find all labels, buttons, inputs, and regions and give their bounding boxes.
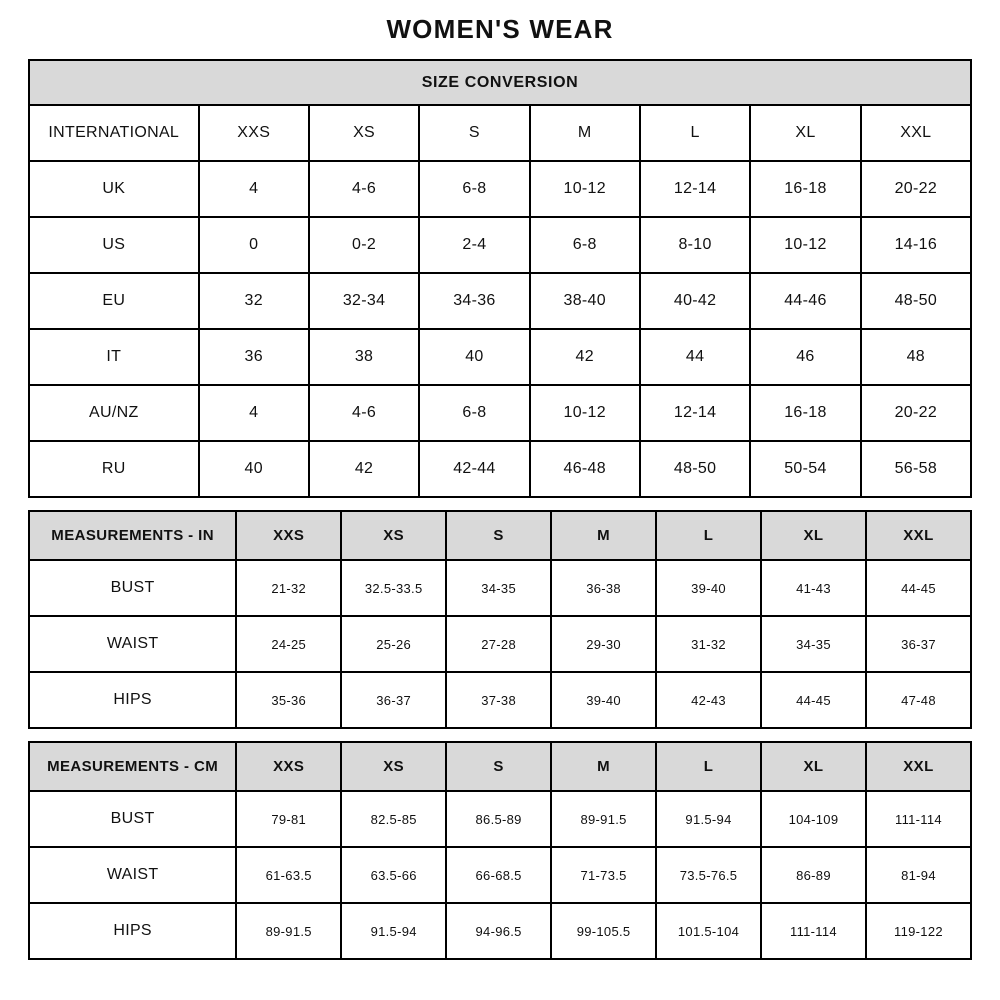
table-row xyxy=(29,903,971,959)
value-cell: 82.5-85 xyxy=(341,791,446,847)
value-cell: 91.5-94 xyxy=(341,903,446,959)
value-cell: 50-54 xyxy=(750,441,860,497)
value-cell: 79-81 xyxy=(236,791,341,847)
value-cell: 20-22 xyxy=(861,385,971,441)
value-cell: 99-105.5 xyxy=(551,903,656,959)
value-cell: 86.5-89 xyxy=(446,791,551,847)
column-header-cell: XL xyxy=(750,105,860,161)
column-header-cell: XXS xyxy=(236,511,341,560)
value-cell: 37-38 xyxy=(446,672,551,728)
value-cell: 38-40 xyxy=(530,273,640,329)
table-title-cell: MEASUREMENTS - IN xyxy=(29,511,236,560)
value-cell: 39-40 xyxy=(656,560,761,616)
value-cell: 36-37 xyxy=(341,672,446,728)
column-header-cell: S xyxy=(419,105,529,161)
value-cell: 36 xyxy=(199,329,309,385)
value-cell: 44-45 xyxy=(761,672,866,728)
value-cell: 42-43 xyxy=(656,672,761,728)
row-label-cell: WAIST xyxy=(29,847,236,903)
value-cell: 56-58 xyxy=(861,441,971,497)
column-header-cell: L xyxy=(640,105,750,161)
value-cell: 6-8 xyxy=(530,217,640,273)
value-cell: 119-122 xyxy=(866,903,971,959)
table-banner-row xyxy=(29,60,971,105)
row-label-cell: UK xyxy=(29,161,199,217)
value-cell: 73.5-76.5 xyxy=(656,847,761,903)
value-cell: 27-28 xyxy=(446,616,551,672)
value-cell: 0 xyxy=(199,217,309,273)
value-cell: 44 xyxy=(640,329,750,385)
table-row xyxy=(29,616,971,672)
value-cell: 32 xyxy=(199,273,309,329)
value-cell: 32.5-33.5 xyxy=(341,560,446,616)
value-cell: 34-36 xyxy=(419,273,529,329)
value-cell: 16-18 xyxy=(750,161,860,217)
table-row xyxy=(29,847,971,903)
row-label-cell: US xyxy=(29,217,199,273)
value-cell: 36-37 xyxy=(866,616,971,672)
row-label-cell: BUST xyxy=(29,560,236,616)
value-cell: 14-16 xyxy=(861,217,971,273)
table-row xyxy=(29,161,971,217)
value-cell: 44-46 xyxy=(750,273,860,329)
column-header-cell: S xyxy=(446,742,551,791)
value-cell: 104-109 xyxy=(761,791,866,847)
column-header-cell: XXL xyxy=(861,105,971,161)
value-cell: 4 xyxy=(199,161,309,217)
value-cell: 40-42 xyxy=(640,273,750,329)
table-row xyxy=(29,672,971,728)
value-cell: 91.5-94 xyxy=(656,791,761,847)
table-title-cell: MEASUREMENTS - CM xyxy=(29,742,236,791)
row-label-cell: HIPS xyxy=(29,672,236,728)
value-cell: 86-89 xyxy=(761,847,866,903)
column-header-cell: XS xyxy=(341,511,446,560)
row-label-cell: AU/NZ xyxy=(29,385,199,441)
column-header-cell: XXS xyxy=(236,742,341,791)
value-cell: 4 xyxy=(199,385,309,441)
row-label-cell: WAIST xyxy=(29,616,236,672)
page-title: WOMEN'S WEAR xyxy=(386,14,614,44)
value-cell: 111-114 xyxy=(866,791,971,847)
value-cell: 48-50 xyxy=(640,441,750,497)
row-label-cell: IT xyxy=(29,329,199,385)
value-cell: 39-40 xyxy=(551,672,656,728)
table-header-row xyxy=(29,511,971,560)
row-label-cell: EU xyxy=(29,273,199,329)
column-header-cell: L xyxy=(656,742,761,791)
value-cell: 34-35 xyxy=(761,616,866,672)
value-cell: 8-10 xyxy=(640,217,750,273)
value-cell: 48-50 xyxy=(861,273,971,329)
column-header-cell: XL xyxy=(761,511,866,560)
value-cell: 46 xyxy=(750,329,860,385)
measurements-in-table xyxy=(28,510,972,729)
value-cell: 6-8 xyxy=(419,385,529,441)
value-cell: 21-32 xyxy=(236,560,341,616)
value-cell: 32-34 xyxy=(309,273,419,329)
size-chart-page xyxy=(28,14,972,960)
table-header-row xyxy=(29,105,971,161)
column-header-cell: M xyxy=(530,105,640,161)
table-row xyxy=(29,217,971,273)
column-header-cell: XXL xyxy=(866,511,971,560)
value-cell: 4-6 xyxy=(309,161,419,217)
value-cell: 66-68.5 xyxy=(446,847,551,903)
value-cell: 10-12 xyxy=(530,161,640,217)
value-cell: 29-30 xyxy=(551,616,656,672)
value-cell: 12-14 xyxy=(640,161,750,217)
value-cell: 42 xyxy=(309,441,419,497)
column-header-cell: M xyxy=(551,742,656,791)
row-label-cell: RU xyxy=(29,441,199,497)
value-cell: 44-45 xyxy=(866,560,971,616)
column-header-cell: L xyxy=(656,511,761,560)
value-cell: 40 xyxy=(419,329,529,385)
row-label-cell: HIPS xyxy=(29,903,236,959)
value-cell: 0-2 xyxy=(309,217,419,273)
value-cell: 25-26 xyxy=(341,616,446,672)
value-cell: 34-35 xyxy=(446,560,551,616)
value-cell: 89-91.5 xyxy=(551,791,656,847)
column-header-cell: XXS xyxy=(199,105,309,161)
value-cell: 42 xyxy=(530,329,640,385)
value-cell: 61-63.5 xyxy=(236,847,341,903)
value-cell: 31-32 xyxy=(656,616,761,672)
table-row xyxy=(29,273,971,329)
column-header-cell: XS xyxy=(341,742,446,791)
value-cell: 89-91.5 xyxy=(236,903,341,959)
table-row xyxy=(29,791,971,847)
table-banner: SIZE CONVERSION xyxy=(29,60,971,105)
column-header-cell: XXL xyxy=(866,742,971,791)
value-cell: 94-96.5 xyxy=(446,903,551,959)
column-header-cell: XL xyxy=(761,742,866,791)
value-cell: 47-48 xyxy=(866,672,971,728)
table-row xyxy=(29,329,971,385)
table-header-row xyxy=(29,742,971,791)
value-cell: 63.5-66 xyxy=(341,847,446,903)
value-cell: 111-114 xyxy=(761,903,866,959)
row-label-cell: BUST xyxy=(29,791,236,847)
value-cell: 71-73.5 xyxy=(551,847,656,903)
value-cell: 6-8 xyxy=(419,161,529,217)
column-header-cell: M xyxy=(551,511,656,560)
value-cell: 46-48 xyxy=(530,441,640,497)
value-cell: 10-12 xyxy=(750,217,860,273)
value-cell: 38 xyxy=(309,329,419,385)
value-cell: 35-36 xyxy=(236,672,341,728)
value-cell: 2-4 xyxy=(419,217,529,273)
value-cell: 4-6 xyxy=(309,385,419,441)
value-cell: 42-44 xyxy=(419,441,529,497)
table-row xyxy=(29,441,971,497)
value-cell: 10-12 xyxy=(530,385,640,441)
table-title-cell: INTERNATIONAL xyxy=(29,105,199,161)
table-row xyxy=(29,560,971,616)
value-cell: 24-25 xyxy=(236,616,341,672)
value-cell: 20-22 xyxy=(861,161,971,217)
table-row xyxy=(29,385,971,441)
value-cell: 36-38 xyxy=(551,560,656,616)
value-cell: 41-43 xyxy=(761,560,866,616)
value-cell: 16-18 xyxy=(750,385,860,441)
column-header-cell: XS xyxy=(309,105,419,161)
value-cell: 48 xyxy=(861,329,971,385)
size-conversion-table xyxy=(28,59,972,498)
value-cell: 40 xyxy=(199,441,309,497)
value-cell: 101.5-104 xyxy=(656,903,761,959)
value-cell: 81-94 xyxy=(866,847,971,903)
column-header-cell: S xyxy=(446,511,551,560)
measurements-cm-table xyxy=(28,741,972,960)
value-cell: 12-14 xyxy=(640,385,750,441)
